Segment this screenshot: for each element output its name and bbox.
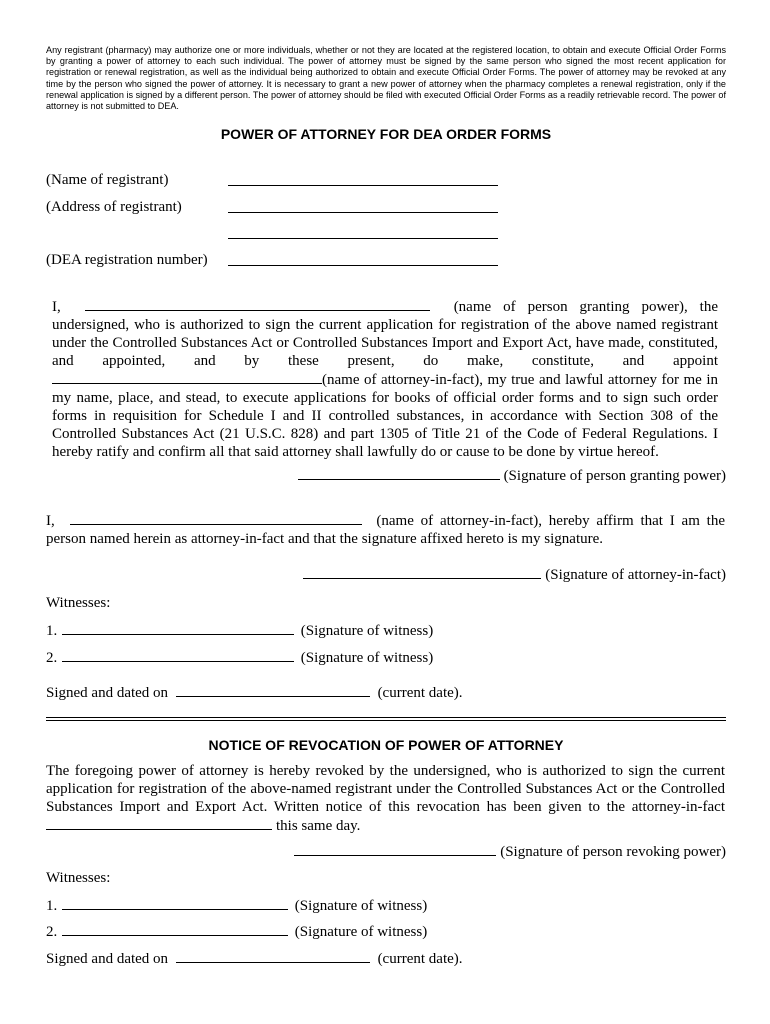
poa-signed-suffix: (current date).: [377, 685, 463, 701]
registrant-address-field-2[interactable]: [228, 238, 498, 239]
poa-witness-1-field[interactable]: [62, 621, 294, 635]
poa-signed-row: [46, 683, 463, 702]
attorney-signature-row: [303, 565, 726, 584]
dea-number-field[interactable]: [228, 265, 498, 266]
poa-witness-1-row: [46, 621, 433, 640]
poa-witness-2-number: 2.: [46, 650, 58, 666]
grant-text-2: (name of person granting power), the undersigned, who is authorized to sign the current application for registration of the above named registrant under the Controlled Substances Act or Controlled Substances Import and Export Act, have made, constituted, and appointed, and by these present, do make, constitute, and appoint: [52, 299, 719, 369]
rev-witness-2-field[interactable]: [62, 922, 288, 936]
dea-number-row: [46, 251, 208, 269]
affirm-text-2: (name of attorney-in-fact), hereby affirm that I am the person named herein as attorney-in-fact and that the signature affixed hereto is my signature.: [46, 513, 726, 547]
revocation-attorney-field[interactable]: [46, 816, 272, 830]
revoker-signature-field[interactable]: [294, 842, 496, 856]
poa-signed-prefix: Signed and dated on: [46, 685, 169, 701]
attorney-name-field[interactable]: [52, 370, 322, 384]
poa-witness-2-label: (Signature of witness): [300, 650, 434, 666]
divider-line-bottom: [46, 720, 726, 721]
poa-witness-2-field[interactable]: [62, 648, 294, 662]
attorney-affirm-name-field[interactable]: [70, 511, 362, 525]
rev-witness-1-label: (Signature of witness): [294, 898, 428, 914]
rev-signed-suffix: (current date).: [377, 951, 463, 967]
poa-title: POWER OF ATTORNEY FOR DEA ORDER FORMS: [220, 126, 552, 142]
rev-witnesses-label: Witnesses:: [46, 870, 111, 886]
revoker-signature-row: [294, 842, 726, 861]
rev-witness-1-field[interactable]: [62, 896, 288, 910]
grantor-signature-field[interactable]: [298, 466, 500, 480]
grant-paragraph: [52, 297, 718, 461]
rev-witness-1-row: [46, 896, 427, 915]
attorney-signature-field[interactable]: [303, 565, 541, 579]
rev-witness-2-row: [46, 922, 427, 941]
registrant-address-field[interactable]: [228, 212, 498, 213]
rev-signed-prefix: Signed and dated on: [46, 951, 169, 967]
revoker-signature-label: (Signature of person revoking power): [500, 844, 726, 860]
dea-number-label: (DEA registration number): [46, 252, 208, 268]
intro-paragraph: Any registrant (pharmacy) may authorize one or more individuals, whether or not they are located at the registered location, to obtain and execute Official Order Forms by granting a power of attorney to each such individual. The power of attorney must be signed by the same person who signed the most recent application for registration or renewal registration, as well as the individual being authorized to obtain and execute Official Order Forms. The power of attorney may be revoked at any time by the person who signed the power of attorney. It is necessary to grant a new power of attorney when the pharmacy completes a renewal registration, only if the renewal application is signed by a different person. The power of attorney should be filed with executed Official Order Forms as a readily retrievable record. The power of attorney is not submitted to DEA.: [46, 45, 726, 112]
divider-line-top: [46, 717, 726, 718]
grantor-signature-row: [298, 466, 726, 485]
poa-witnesses-label: Witnesses:: [46, 595, 111, 611]
rev-date-field[interactable]: [176, 949, 370, 963]
revocation-text: The foregoing power of attorney is hereby revoked by the undersigned, who is authorized to sign the current application for registration of the above-named registrant under the Controlled Substances Act or the Controlled Substances Import and Export Act. Written notice of this revocation has been given to the attorney-in-fact: [46, 763, 725, 815]
registrant-name-label: (Name of registrant): [46, 172, 169, 188]
rev-signed-row: [46, 949, 463, 968]
revocation-text-end: this same day.: [276, 818, 361, 834]
grantor-signature-label: (Signature of person granting power): [503, 468, 726, 484]
grantor-name-field[interactable]: [85, 297, 430, 311]
registrant-address-row: [46, 198, 182, 216]
rev-witness-2-number: 2.: [46, 924, 58, 940]
registrant-address-label: (Address of registrant): [46, 199, 182, 215]
affirm-text-1: I,: [46, 513, 55, 529]
poa-witness-1-number: 1.: [46, 623, 58, 639]
rev-witness-1-number: 1.: [46, 898, 58, 914]
attorney-signature-label: (Signature of attorney-in-fact): [545, 567, 726, 583]
poa-witness-1-label: (Signature of witness): [300, 623, 434, 639]
revocation-paragraph: [46, 762, 725, 835]
rev-witness-2-label: (Signature of witness): [294, 924, 428, 940]
revocation-title: NOTICE OF REVOCATION OF POWER OF ATTORNEY: [208, 737, 564, 753]
poa-date-field[interactable]: [176, 683, 370, 697]
poa-witness-2-row: [46, 648, 433, 667]
registrant-name-row: [46, 171, 168, 189]
registrant-name-field[interactable]: [228, 185, 498, 186]
affirm-paragraph: [46, 511, 725, 548]
grant-text-3: (name of attorney-in-fact), my true and lawful attorney for me in my name, place, and stead, to execute applications for books of official order forms and to sign such order forms in requisition for Schedule I and II controlled substances, in accordance with Section 308 of the Controlled Substances Act (21 U.S.C. 828) and part 1305 of Title 21 of the Code of Federal Regulations. I hereby ratify and confirm all that said attorney shall lawfully do or cause to be done by virtue hereof.: [52, 372, 718, 460]
grant-text-1: I,: [52, 299, 61, 315]
